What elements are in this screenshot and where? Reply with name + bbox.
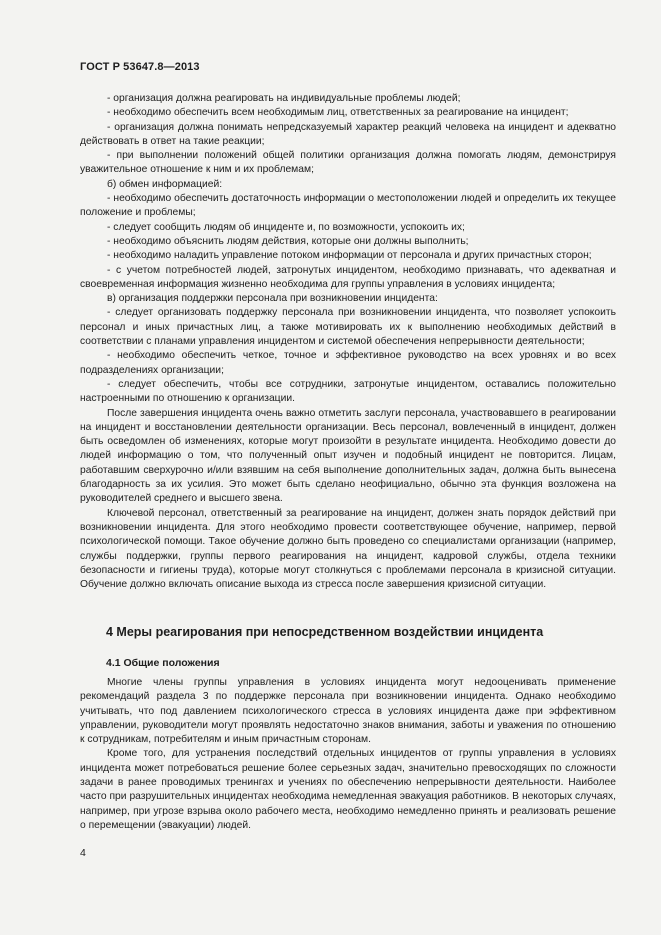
paragraph: - необходимо обеспечить всем необходимым лиц, ответственных за реагирование на инцидент; (107, 107, 569, 119)
section-body (80, 676, 616, 833)
paragraph: Ключевой персонал, ответственный за реагирование на инцидент, должен знать порядок действий при возникновении инцидента. Для этого необходимо провести соответствующее обучение, например, первой психологической помощи. Такое обучение должно быть проведено со специалистами организации (например, службы поддержки, группы первого реагирования на инцидент, кадровой службы, отдела техники безопасности и гигиены труда), которые могут столкнуться с проблемами персонала в кризисной ситуации. Обучение должно включать описание выхода из стресса после завершения кризисной ситуации. (80, 507, 616, 591)
section-heading: 4 Меры реагирования при непосредственном воздействии инцидента (106, 625, 544, 639)
document-header: ГОСТ Р 53647.8—2013 (80, 61, 200, 73)
paragraph: - организация должна понимать непредсказуемый характер реакций человека на инцидент и адекватно действовать в ответ на такие реакции; (80, 121, 616, 147)
paragraph: - необходимо объяснить людям действия, которые они должны выполнить; (107, 235, 469, 247)
paragraph: - при выполнении положений общей политики организация должна помогать людям, демонстрируя уважительное отношение к ним и их проблемам; (80, 150, 616, 176)
paragraph: Кроме того, для устранения последствий отдельных инцидентов от группы управления в условиях инцидента может потребоваться решение более серьезных задач, значительно превосходящих по сложности задачи в ранее проводимых тренингах и учениях по обеспечению непрерывности деятельности. Наиболее часто при разрушительных инцидентах необходима немедленная эвакуация работников. В некоторых случаях, например, при угрозе взрыва около рабочего места, необходимо немедленно принять и реализовать решение о перемещении (эвакуации) людей. (80, 748, 616, 831)
paragraph: - следует сообщить людям об инциденте и, по возможности, успокоить их; (107, 221, 465, 233)
paragraph: - следует обеспечить, чтобы все сотрудники, затронутые инцидентом, оставались положительно настроенными по отношению к организации. (80, 378, 616, 405)
paragraph: Многие члены группы управления в условиях инцидента могут недооценивать применение рекомендаций раздела 3 по поддержке персонала при возникновении инцидента. Однако необходимо учитывать, что под давлением психологического стресса в условиях инцидента даже при эффективном управлении, руководители могут проявлять недостаточно знаков внимания, заботы и уважения по отношению к сотрудникам, потребителям и иным причастным сторонам. (80, 677, 616, 746)
paragraph: в) организация поддержки персонала при возникновении инцидента: (107, 293, 438, 305)
paragraph: - следует организовать поддержку персонала при возникновении инцидента, что позволяет успокоить персонал и иных причастных лиц, а также мотивировать их к выполнению необходимых действий в соответствии с планами управления инцидентом и системой обеспечения непрерывности деятельности; (80, 307, 616, 348)
page-number: 4 (80, 847, 86, 859)
paragraph: - с учетом потребностей людей, затронутых инцидентом, необходимо признавать, что адекватная и своевременная информация жизненно необходима для группы управления в условиях инцидента; (80, 264, 616, 290)
paragraph: - необходимо наладить управление потоком информации от персонала и других причастных сторон; (107, 250, 592, 262)
paragraph: - необходимо обеспечить четкое, точное и эффективное руководство на всех уровнях и во всех подразделениях организации; (80, 350, 616, 376)
paragraph: - необходимо обеспечить достаточность информации о местоположении людей и определить их текущее положение и проблемы; (80, 193, 616, 219)
paragraph: б) обмен информацией: (107, 178, 223, 190)
body-text (80, 92, 616, 592)
paragraph: - организация должна реагировать на индивидуальные проблемы людей; (107, 93, 461, 104)
subsection-heading: 4.1 Общие положения (106, 657, 220, 669)
paragraph: После завершения инцидента очень важно отметить заслуги персонала, участвовавшего в реагировании на инцидент и восстановлении деятельности организации. Весь персонал, вовлеченный в инцидент, должен быть осведомлен об изменениях, которые могут произойти в результате инцидента. Необходимо довести до людей информацию о том, что полученный опыт изучен и подобный инцидент не повторится. Лицам, работавшим сверхурочно и/или взявшим на себя выполнение дополнительных задач, должна быть вынесена благодарность за их усилия. Это может быть сделано неофициально, обычно эта функция возложена на руководителей среднего и высшего звена. (80, 407, 616, 505)
